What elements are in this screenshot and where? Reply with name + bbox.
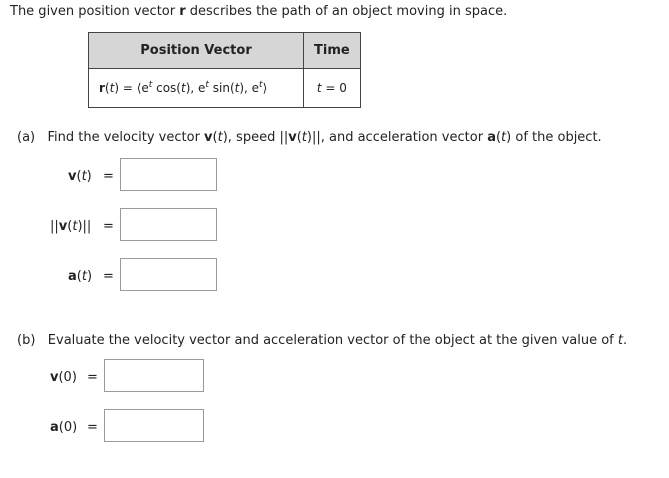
velocity-at-0-input[interactable]: [104, 359, 204, 392]
label-acceleration: a(t): [68, 269, 93, 284]
equals-sign: =: [103, 169, 114, 184]
velocity-input[interactable]: [120, 158, 217, 191]
label-velocity-at-0: v(0): [50, 370, 77, 385]
part-a-prompt: (a) Find the velocity vector v(t), speed ||v(t)||, and acceleration vector a(t) of the object.: [17, 130, 602, 145]
header-position-vector: Position Vector: [89, 33, 304, 69]
equals-sign: =: [103, 269, 114, 284]
acceleration-input[interactable]: [120, 258, 217, 291]
speed-input[interactable]: [120, 208, 217, 241]
part-b-prompt: (b) Evaluate the velocity vector and acceleration vector of the object at the given value of t.: [17, 333, 628, 348]
equals-sign: =: [87, 370, 98, 385]
header-time: Time: [304, 33, 361, 69]
label-velocity: v(t): [68, 169, 92, 184]
equals-sign: =: [87, 420, 98, 435]
position-vector-table: [88, 32, 361, 108]
acceleration-at-0-input[interactable]: [104, 409, 204, 442]
intro-text: The given position vector r describes the path of an object moving in space.: [10, 4, 508, 19]
equals-sign: =: [103, 219, 114, 234]
position-vector-cell: $r(t) = ⟨e^t$ cos(t), $e^t$ sin(t), $e^t⟩$: [89, 69, 304, 108]
label-speed: ||v(t)||: [50, 219, 92, 234]
label-acceleration-at-0: a(0): [50, 420, 78, 435]
time-cell: t = 0: [304, 69, 361, 108]
